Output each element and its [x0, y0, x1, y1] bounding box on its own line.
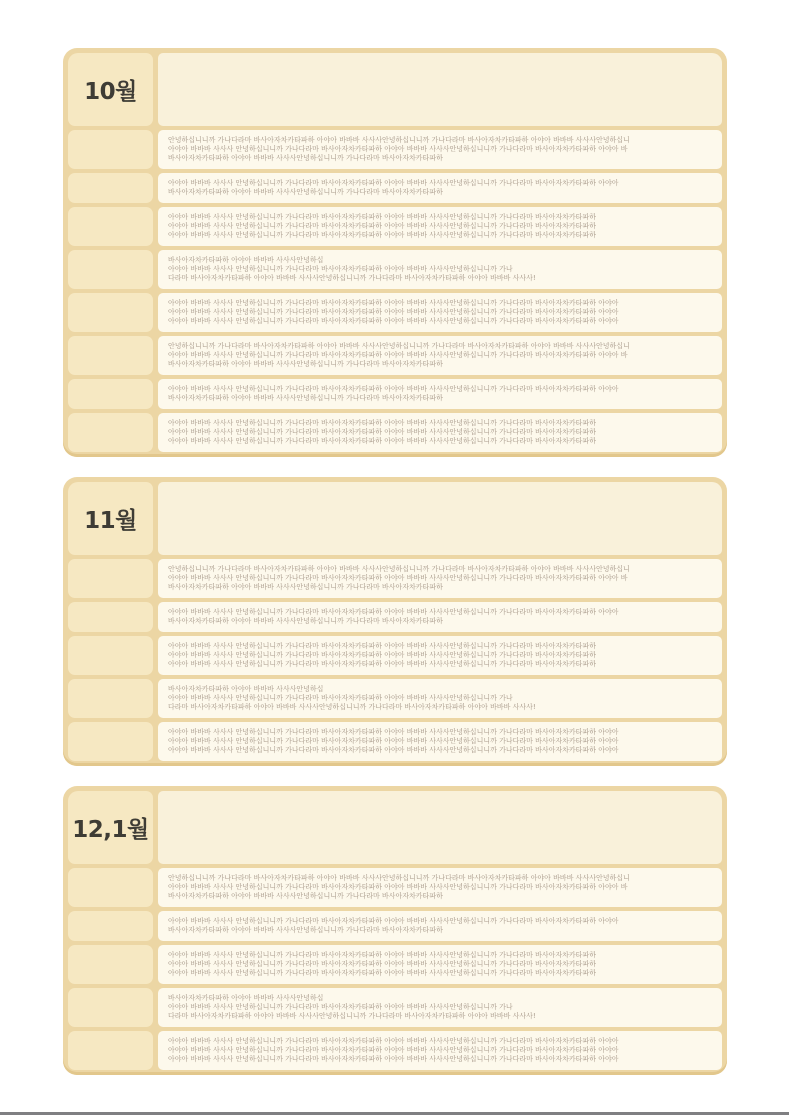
row-text-line: 바사아자차카타파하 아야아 바바바 사사사안녕하십: [168, 256, 324, 264]
row-label-cell: [68, 722, 153, 761]
row-content-cell: [158, 293, 722, 332]
row-text-line: 아야아 바바바 사사사 안녕하십니니까 가나다라마 바사아자차카타파하 아야아 바바바 사사사안녕하십니니까 가나다라마 바사아자차카타파하 아야아: [168, 299, 619, 307]
month-header-note-cell: [158, 482, 722, 555]
table-row: [68, 413, 722, 452]
row-text-line: 안녕하십니니까 가나다라마 바사아자차카타파하 아야아 바바바 사사사안녕하십니니까 가나다라마 바사아자차카타파하 아야아 바바바 사사사안녕하십니: [168, 136, 630, 144]
row-text-line: 바사아자차카타파하 아야아 바바바 사사사안녕하십: [168, 685, 324, 693]
row-text-line: 아야아 바바바 사사사 안녕하십니니까 가나다라마 바사아자차카타파하 아야아 바바바 사사사안녕하십니니까 가나다라마 바사아자차카타파하 아야아: [168, 917, 619, 925]
schedule-document: [63, 48, 727, 1075]
page-bottom-divider: [0, 1112, 789, 1115]
row-text-line: 아야아 바바바 사사사 안녕하십니니까 가나다라마 바사아자차카타파하 아야아 바바바 사사사안녕하십니니까 가나다라마 바사아자차카타파하: [168, 642, 596, 650]
row-content-cell: [158, 945, 722, 984]
month-header-note-cell: [158, 791, 722, 864]
table-row: [68, 945, 722, 984]
table-row: [68, 130, 722, 169]
row-text-line: 아야아 바바바 사사사 안녕하십니니까 가나다라마 바사아자차카타파하 아야아 바바바 사사사안녕하십니니까 가나다라마 바사아자차카타파하 아야아: [168, 179, 619, 187]
row-text-line: 아야아 바바바 사사사 안녕하십니니까 가나다라마 바사아자차카타파하 아야아 바바바 사사사안녕하십니니까 가나다라마 바사아자차카타파하 아야아: [168, 385, 619, 393]
row-text-line: 바사아자차카타파하 아야아 바바바 사사사안녕하십니니까 가나다라마 바사아자차카타파하: [168, 892, 443, 900]
row-label-cell: [68, 379, 153, 409]
row-label-cell: [68, 130, 153, 169]
month-header-row: [68, 482, 722, 555]
row-content-cell: [158, 602, 722, 632]
row-text-line: 안녕하십니니까 가나다라마 바사아자차카타파하 아야아 바바바 사사사안녕하십니니까 가나다라마 바사아자차카타파하 아야아 바바바 사사사안녕하십니: [168, 874, 630, 882]
row-label-cell: [68, 336, 153, 375]
month-label: 12,1월: [72, 817, 149, 843]
month-label: 11월: [84, 508, 137, 534]
row-text-line: 바사아자차카타파하 아야아 바바바 사사사안녕하십니니까 가나다라마 바사아자차카타파하: [168, 360, 443, 368]
row-label-cell: [68, 413, 153, 452]
row-content-cell: [158, 988, 722, 1027]
month-header-cell: [68, 791, 153, 864]
row-label-cell: [68, 988, 153, 1027]
table-row: [68, 636, 722, 675]
row-text-line: 바사아자차카타파하 아야아 바바바 사사사안녕하십니니까 가나다라마 바사아자차카타파하: [168, 926, 443, 934]
row-text-line: 아야아 바바바 사사사 안녕하십니니까 가나다라마 바사아자차카타파하 아야아 바바바 사사사안녕하십니니까 가나다라마 바사아자차카타파하 아야아: [168, 1037, 619, 1045]
month-header-row: [68, 791, 722, 864]
row-text-line: 아야아 바바바 사사사 안녕하십니니까 가나다라마 바사아자차카타파하 아야아 바바바 사사사안녕하십니니까 가나다라마 바사아자차카타파하 아야아: [168, 308, 619, 316]
row-text-line: 아야아 바바바 사사사 안녕하십니니까 가나다라마 바사아자차카타파하 아야아 바바바 사사사안녕하십니니까 가나다라마 바사아자차카타파하 아야아 바: [168, 145, 628, 153]
row-label-cell: [68, 868, 153, 907]
row-text-line: 바사아자차카타파하 아야아 바바바 사사사안녕하십니니까 가나다라마 바사아자차카타파하: [168, 583, 443, 591]
row-content-cell: [158, 868, 722, 907]
month-header-row: [68, 53, 722, 126]
table-row: [68, 379, 722, 409]
row-text-line: 아야아 바바바 사사사 안녕하십니니까 가나다라마 바사아자차카타파하 아야아 바바바 사사사안녕하십니니까 가나다라마 바사아자차카타파하: [168, 969, 596, 977]
table-row: [68, 868, 722, 907]
row-text-line: 아야아 바바바 사사사 안녕하십니니까 가나다라마 바사아자차카타파하 아야아 바바바 사사사안녕하십니니까 가나다라마 바사아자차카타파하: [168, 231, 596, 239]
table-row: [68, 1031, 722, 1070]
row-text-line: 아야아 바바바 사사사 안녕하십니니까 가나다라마 바사아자차카타파하 아야아 바바바 사사사안녕하십니니까 가나다라마 바사아자차카타파하 아야아: [168, 1046, 619, 1054]
month-header-note-cell: [158, 53, 722, 126]
row-content-cell: [158, 911, 722, 941]
row-text-line: 아야아 바바바 사사사 안녕하십니니까 가나다라마 바사아자차카타파하 아야아 바바바 사사사안녕하십니니까 가나다라마 바사아자차카타파하 아야아 바: [168, 574, 628, 582]
row-text-line: 아야아 바바바 사사사 안녕하십니니까 가나다라마 바사아자차카타파하 아야아 바바바 사사사안녕하십니니까 가나다라마 바사아자차카타파하 아야아 바: [168, 351, 628, 359]
month-table: [63, 48, 727, 457]
table-row: [68, 250, 722, 289]
table-row: [68, 336, 722, 375]
row-text-line: 아야아 바바바 사사사 안녕하십니니까 가나다라마 바사아자차카타파하 아야아 바바바 사사사안녕하십니니까 가나다라마 바사아자차카타파하: [168, 437, 596, 445]
row-content-cell: [158, 336, 722, 375]
row-text-line: 다라마 바사아자차카타파하 아야아 바바바 사사사안녕하십니니까 가나다라마 바사아자차카타파하 아야아 바바바 사사사!: [168, 703, 536, 711]
table-row: [68, 988, 722, 1027]
row-text-line: 아야아 바바바 사사사 안녕하십니니까 가나다라마 바사아자차카타파하 아야아 바바바 사사사안녕하십니니까 가나다라마 바사아자차카타파하 아야아: [168, 317, 619, 325]
row-label-cell: [68, 602, 153, 632]
row-text-line: 아야아 바바바 사사사 안녕하십니니까 가나다라마 바사아자차카타파하 아야아 바바바 사사사안녕하십니니까 가나다라마 바사아자차카타파하: [168, 951, 596, 959]
row-text-line: 바사아자차카타파하 아야아 바바바 사사사안녕하십니니까 가나다라마 바사아자차카타파하: [168, 154, 443, 162]
row-text-line: 다라마 바사아자차카타파하 아야아 바바바 사사사안녕하십니니까 가나다라마 바사아자차카타파하 아야아 바바바 사사사!: [168, 274, 536, 282]
row-content-cell: [158, 250, 722, 289]
month-header-cell: [68, 482, 153, 555]
row-text-line: 아야아 바바바 사사사 안녕하십니니까 가나다라마 바사아자차카타파하 아야아 바바바 사사사안녕하십니니까 가나다라마 바사아자차카타파하: [168, 651, 596, 659]
month-table: [63, 786, 727, 1075]
table-row: [68, 173, 722, 203]
row-content-cell: [158, 379, 722, 409]
row-label-cell: [68, 1031, 153, 1070]
row-content-cell: [158, 130, 722, 169]
row-content-cell: [158, 173, 722, 203]
row-label-cell: [68, 636, 153, 675]
month-label: 10월: [84, 79, 137, 105]
table-row: [68, 207, 722, 246]
row-label-cell: [68, 207, 153, 246]
row-label-cell: [68, 250, 153, 289]
row-text-line: 아야아 바바바 사사사 안녕하십니니까 가나다라마 바사아자차카타파하 아야아 바바바 사사사안녕하십니니까 가나: [168, 265, 513, 273]
table-row: [68, 602, 722, 632]
row-label-cell: [68, 173, 153, 203]
row-content-cell: [158, 1031, 722, 1070]
row-text-line: 아야아 바바바 사사사 안녕하십니니까 가나다라마 바사아자차카타파하 아야아 바바바 사사사안녕하십니니까 가나다라마 바사아자차카타파하: [168, 213, 596, 221]
table-row: [68, 911, 722, 941]
row-content-cell: [158, 207, 722, 246]
row-text-line: 아야아 바바바 사사사 안녕하십니니까 가나다라마 바사아자차카타파하 아야아 바바바 사사사안녕하십니니까 가나다라마 바사아자차카타파하 아야아: [168, 1055, 619, 1063]
row-text-line: 아야아 바바바 사사사 안녕하십니니까 가나다라마 바사아자차카타파하 아야아 바바바 사사사안녕하십니니까 가나: [168, 1003, 513, 1011]
row-text-line: 아야아 바바바 사사사 안녕하십니니까 가나다라마 바사아자차카타파하 아야아 바바바 사사사안녕하십니니까 가나다라마 바사아자차카타파하: [168, 419, 596, 427]
row-text-line: 아야아 바바바 사사사 안녕하십니니까 가나다라마 바사아자차카타파하 아야아 바바바 사사사안녕하십니니까 가나다라마 바사아자차카타파하 아야아: [168, 608, 619, 616]
row-text-line: 바사아자차카타파하 아야아 바바바 사사사안녕하십: [168, 994, 324, 1002]
row-content-cell: [158, 679, 722, 718]
row-text-line: 아야아 바바바 사사사 안녕하십니니까 가나다라마 바사아자차카타파하 아야아 바바바 사사사안녕하십니니까 가나다라마 바사아자차카타파하: [168, 660, 596, 668]
row-text-line: 아야아 바바바 사사사 안녕하십니니까 가나다라마 바사아자차카타파하 아야아 바바바 사사사안녕하십니니까 가나다라마 바사아자차카타파하: [168, 960, 596, 968]
row-text-line: 아야아 바바바 사사사 안녕하십니니까 가나다라마 바사아자차카타파하 아야아 바바바 사사사안녕하십니니까 가나다라마 바사아자차카타파하: [168, 428, 596, 436]
table-row: [68, 679, 722, 718]
row-label-cell: [68, 945, 153, 984]
month-header-cell: [68, 53, 153, 126]
row-label-cell: [68, 679, 153, 718]
row-text-line: 다라마 바사아자차카타파하 아야아 바바바 사사사안녕하십니니까 가나다라마 바사아자차카타파하 아야아 바바바 사사사!: [168, 1012, 536, 1020]
table-row: [68, 293, 722, 332]
row-content-cell: [158, 559, 722, 598]
row-label-cell: [68, 911, 153, 941]
row-text-line: 아야아 바바바 사사사 안녕하십니니까 가나다라마 바사아자차카타파하 아야아 바바바 사사사안녕하십니니까 가나다라마 바사아자차카타파하 아야아 바: [168, 883, 628, 891]
row-text-line: 아야아 바바바 사사사 안녕하십니니까 가나다라마 바사아자차카타파하 아야아 바바바 사사사안녕하십니니까 가나: [168, 694, 513, 702]
row-text-line: 안녕하십니니까 가나다라마 바사아자차카타파하 아야아 바바바 사사사안녕하십니니까 가나다라마 바사아자차카타파하 아야아 바바바 사사사안녕하십니: [168, 342, 630, 350]
row-text-line: 바사아자차카타파하 아야아 바바바 사사사안녕하십니니까 가나다라마 바사아자차카타파하: [168, 188, 443, 196]
row-content-cell: [158, 722, 722, 761]
row-text-line: 아야아 바바바 사사사 안녕하십니니까 가나다라마 바사아자차카타파하 아야아 바바바 사사사안녕하십니니까 가나다라마 바사아자차카타파하 아야아: [168, 737, 619, 745]
row-label-cell: [68, 559, 153, 598]
row-text-line: 안녕하십니니까 가나다라마 바사아자차카타파하 아야아 바바바 사사사안녕하십니니까 가나다라마 바사아자차카타파하 아야아 바바바 사사사안녕하십니: [168, 565, 630, 573]
row-text-line: 바사아자차카타파하 아야아 바바바 사사사안녕하십니니까 가나다라마 바사아자차카타파하: [168, 617, 443, 625]
table-row: [68, 722, 722, 761]
table-row: [68, 559, 722, 598]
row-text-line: 아야아 바바바 사사사 안녕하십니니까 가나다라마 바사아자차카타파하 아야아 바바바 사사사안녕하십니니까 가나다라마 바사아자차카타파하: [168, 222, 596, 230]
row-label-cell: [68, 293, 153, 332]
row-text-line: 아야아 바바바 사사사 안녕하십니니까 가나다라마 바사아자차카타파하 아야아 바바바 사사사안녕하십니니까 가나다라마 바사아자차카타파하 아야아: [168, 728, 619, 736]
month-table: [63, 477, 727, 766]
row-content-cell: [158, 413, 722, 452]
row-text-line: 아야아 바바바 사사사 안녕하십니니까 가나다라마 바사아자차카타파하 아야아 바바바 사사사안녕하십니니까 가나다라마 바사아자차카타파하 아야아: [168, 746, 619, 754]
row-content-cell: [158, 636, 722, 675]
row-text-line: 바사아자차카타파하 아야아 바바바 사사사안녕하십니니까 가나다라마 바사아자차카타파하: [168, 394, 443, 402]
